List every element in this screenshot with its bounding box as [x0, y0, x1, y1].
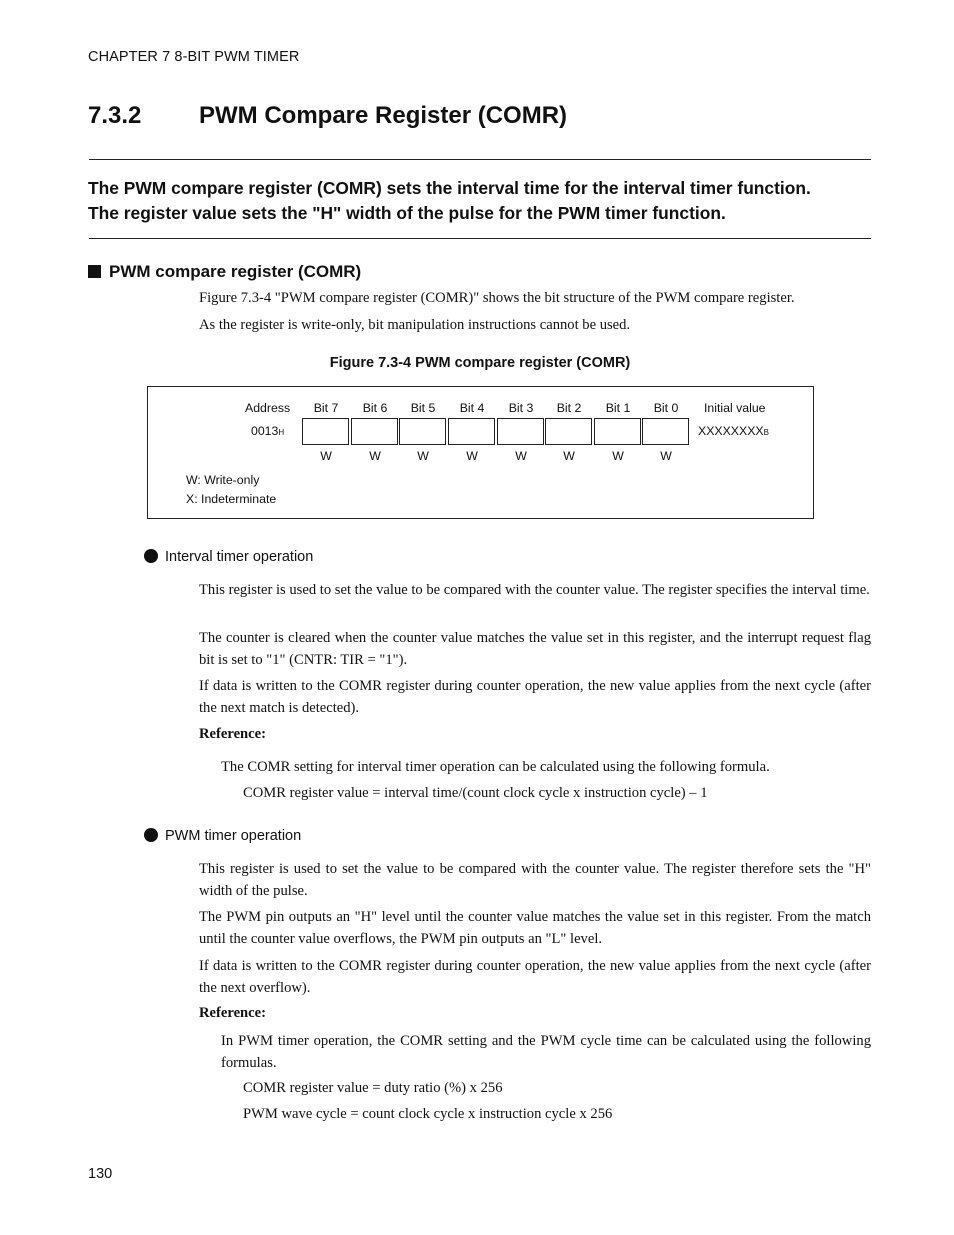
summary-block	[88, 176, 888, 226]
bit-cell-7	[302, 418, 349, 445]
legend-item: W: Write-only	[186, 473, 260, 487]
pwm-heading-text: PWM timer operation	[165, 828, 302, 844]
bit-cell-5	[399, 418, 446, 445]
address-suffix: H	[278, 428, 285, 437]
chapter-header: CHAPTER 7 8-BIT PWM TIMER	[88, 49, 300, 65]
bit-label: Bit 3	[508, 401, 534, 415]
circle-bullet-icon	[144, 549, 158, 563]
interval-paragraph: The counter is cleared when the counter value matches the value set in this register, and the interrupt request flag bit is set to "1" (CNTR: TIR = "1").	[199, 630, 871, 668]
section-number: 7.3.2	[88, 102, 142, 129]
bit-label: Bit 2	[556, 401, 582, 415]
page-number: 130	[88, 1166, 113, 1182]
initial-value	[698, 424, 769, 438]
address-value	[251, 424, 284, 438]
pwm-formula: COMR register value = duty ratio (%) x 256	[243, 1080, 503, 1096]
summary-line: The PWM compare register (COMR) sets the interval time for the interval timer function.	[88, 178, 811, 198]
bit-cell-3	[497, 418, 544, 445]
access-label: W	[563, 449, 575, 463]
access-label: W	[660, 449, 672, 463]
address-number: 0013	[251, 424, 279, 438]
interval-formula: COMR register value = interval time/(count clock cycle x instruction cycle) – 1	[243, 785, 708, 801]
summary-line: The register value sets the "H" width of the pulse for the PWM timer function.	[88, 203, 726, 223]
section-title	[88, 102, 567, 130]
square-bullet-icon	[88, 265, 101, 278]
circle-bullet-icon	[144, 828, 158, 842]
access-label: W	[466, 449, 478, 463]
figure-caption: Figure 7.3-4 PWM compare register (COMR)	[329, 355, 631, 371]
pwm-paragraph: If data is written to the COMR register during counter operation, the new value applies from the next cycle (after the next overflow).	[199, 958, 871, 996]
pwm-paragraph: The PWM pin outputs an "H" level until the counter value matches the value set in this register. From the match until the counter value overflows, the PWM pin outputs an "L" level.	[199, 909, 871, 947]
interval-heading	[144, 549, 313, 565]
bit-label: Bit 6	[362, 401, 388, 415]
section-title-text: PWM Compare Register (COMR)	[199, 102, 568, 129]
access-label: W	[612, 449, 624, 463]
pwm-formula: PWM wave cycle = count clock cycle x instruction cycle x 256	[243, 1106, 613, 1122]
top-rule	[89, 159, 871, 160]
bit-cell-2	[545, 418, 592, 445]
interval-reference-text: The COMR setting for interval timer operation can be calculated using the following formula.	[221, 759, 770, 775]
interval-paragraph: This register is used to set the value to be compared with the counter value. The register specifies the interval time.	[199, 582, 870, 598]
initial-value-suffix: B	[763, 428, 769, 437]
interval-heading-text: Interval timer operation	[165, 549, 314, 565]
pwm-reference-text: In PWM timer operation, the COMR setting and the PWM cycle time can be calculated using the following formulas.	[221, 1033, 871, 1071]
address-label: Address	[245, 401, 291, 415]
interval-reference-label: Reference:	[199, 726, 266, 742]
interval-paragraph: If data is written to the COMR register during counter operation, the new value applies from the next cycle (after the next match is detected).	[199, 678, 871, 716]
pwm-paragraph: This register is used to set the value to be compared with the counter value. The register therefore sets the "H" width of the pulse.	[199, 861, 871, 899]
intro-paragraph: As the register is write-only, bit manipulation instructions cannot be used.	[199, 317, 631, 333]
initial-value-text: XXXXXXXX	[698, 424, 764, 438]
intro-paragraph: Figure 7.3-4 "PWM compare register (COMR)" shows the bit structure of the PWM compare register.	[199, 290, 795, 306]
bit-label: Bit 4	[459, 401, 485, 415]
bit-label: Bit 1	[605, 401, 631, 415]
bit-label: Bit 7	[313, 401, 339, 415]
bit-label: Bit 5	[410, 401, 436, 415]
bottom-rule	[89, 238, 871, 239]
pwm-reference-label: Reference:	[199, 1005, 266, 1021]
access-label: W	[417, 449, 429, 463]
pwm-heading	[144, 828, 301, 844]
access-label: W	[369, 449, 381, 463]
legend-item: X: Indeterminate	[186, 492, 277, 506]
bit-cell-6	[351, 418, 398, 445]
access-label: W	[320, 449, 332, 463]
subsection-title: PWM compare register (COMR)	[109, 262, 362, 281]
bit-cell-0	[642, 418, 689, 445]
subsection-heading	[88, 262, 361, 282]
bit-label: Bit 0	[653, 401, 679, 415]
bit-cell-1	[594, 418, 641, 445]
initial-value-label: Initial value	[704, 401, 766, 415]
access-label: W	[515, 449, 527, 463]
bit-cell-4	[448, 418, 495, 445]
